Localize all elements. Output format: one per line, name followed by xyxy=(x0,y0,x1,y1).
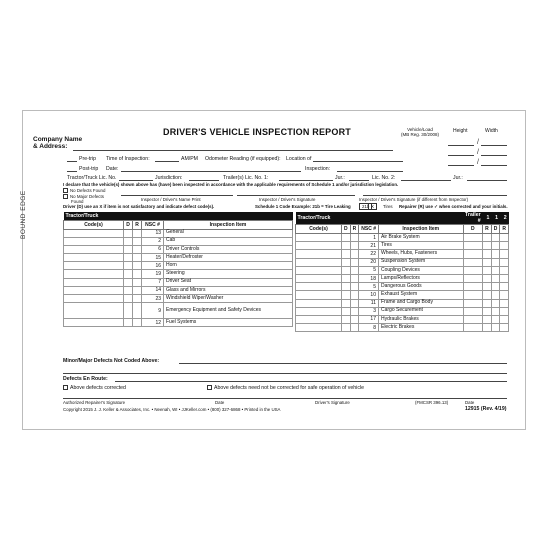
nsc-number: 3 xyxy=(359,307,379,315)
r-cell[interactable] xyxy=(133,229,142,237)
inspection-item: Driver Controls xyxy=(164,245,293,253)
code-cell[interactable] xyxy=(296,299,342,307)
inspection-item: Cargo Securement xyxy=(378,307,463,315)
nsc-number: 21 xyxy=(359,242,379,250)
r-cell[interactable] xyxy=(350,324,359,332)
inspection-item: Heater/Defroster xyxy=(164,254,293,262)
trailer-check-cell[interactable] xyxy=(483,315,492,323)
table-row xyxy=(296,299,509,307)
inspection-item: Windshield Wiper/Washer xyxy=(164,295,293,303)
inspection-item: Cab xyxy=(164,237,293,245)
nsc-number: 10 xyxy=(359,291,379,299)
trailer-check-cell[interactable] xyxy=(500,324,509,332)
inspection-item: Hydraulic Brakes xyxy=(378,315,463,323)
r-cell[interactable] xyxy=(133,319,142,327)
trailer-check-cell[interactable] xyxy=(491,307,500,315)
nsc-number: 20 xyxy=(359,258,379,266)
inspection-item: Tires xyxy=(378,242,463,250)
nsc-number: 8 xyxy=(359,324,379,332)
nsc-number: 5 xyxy=(359,266,379,274)
trailer-check-cell[interactable] xyxy=(483,299,492,307)
inspection-item: Glass and Mirrors xyxy=(164,286,293,294)
nsc-number: 1 xyxy=(359,234,379,242)
trailer-check-cell[interactable] xyxy=(463,307,483,315)
inspection-item: Emergency Equipment and Safety Devices xyxy=(164,303,293,319)
table-row xyxy=(296,242,509,250)
inspection-item: Driver Seat xyxy=(164,278,293,286)
trailer-check-cell[interactable] xyxy=(463,242,483,250)
trailer-check-cell[interactable] xyxy=(463,283,483,291)
code-cell[interactable] xyxy=(64,286,124,294)
r-cell[interactable] xyxy=(350,234,359,242)
r-cell[interactable] xyxy=(133,278,142,286)
defects-not-needed-option[interactable]: Above defects need not be corrected for safe operation of vehicle xyxy=(207,385,364,391)
trailer-check-cell[interactable] xyxy=(491,234,500,242)
table-row xyxy=(64,245,293,253)
nsc-number: 16 xyxy=(142,262,164,270)
nsc-number: 23 xyxy=(142,295,164,303)
code-cell[interactable] xyxy=(296,324,342,332)
nsc-number: 12 xyxy=(142,319,164,327)
pre-trip-check[interactable] xyxy=(67,161,77,162)
nsc-number: 15 xyxy=(142,254,164,262)
code-cell[interactable] xyxy=(64,229,124,237)
trailer-check-cell[interactable] xyxy=(500,250,509,258)
inspection-item: General xyxy=(164,229,293,237)
trailer1-lic-field[interactable] xyxy=(279,180,333,181)
trailer-check-cell[interactable] xyxy=(463,315,483,323)
nsc-number: 11 xyxy=(359,299,379,307)
trailer-check-cell[interactable] xyxy=(491,315,500,323)
height-label: Height xyxy=(453,128,468,134)
table-row xyxy=(296,291,509,299)
trailer-check-cell[interactable] xyxy=(491,299,500,307)
form-title: DRIVER'S VEHICLE INSPECTION REPORT xyxy=(163,127,351,137)
code-cell[interactable] xyxy=(64,270,124,278)
d-cell[interactable] xyxy=(342,315,351,323)
right-inspection-table: Tractor/Truck Trailer # 1 1 2 Code(s) D R NSC # Inspection Item D R D R 1 Air Brake System 21 Tires 22 Wheels, Hubs, Fasteners 20 Suspension System 5 Coupling Devices 18 Lamps/Reflectors 5 Dangerous Goods 10 Exhaust System 11 Frame and Cargo Body 3 Cargo Securement 17 Hydraulic Brakes 8 Electric Brakes xyxy=(297,212,507,331)
trailer-check-cell[interactable] xyxy=(463,291,483,299)
inspection-location-field[interactable] xyxy=(337,171,403,172)
nsc-number: 17 xyxy=(359,315,379,323)
trailer-check-cell[interactable] xyxy=(483,274,492,282)
inspection-item: Dangerous Goods xyxy=(378,283,463,291)
trailer-check-cell[interactable] xyxy=(463,274,483,282)
code-cell[interactable] xyxy=(296,258,342,266)
inspection-item: Suspension System xyxy=(378,258,463,266)
nsc-number: 2 xyxy=(142,237,164,245)
code-cell[interactable] xyxy=(64,237,124,245)
no-defects-option[interactable]: No Defects Found xyxy=(63,188,105,193)
table-row xyxy=(64,262,293,270)
code-cell[interactable] xyxy=(296,266,342,274)
left-inspection-table: Tractor/Truck Code(s) D R NSC # Inspection Item 13 General 2 Cab 6 Driver Controls 15 Heater/Defroster 16 Horn 19 Steering 7 Driver Seat 14 Glass and Mirrors 23 Windshield Wiper/Washer 9 Emergency Equipment and Safety Devices 12 Fuel Systems xyxy=(63,212,293,327)
trailer-check-cell[interactable] xyxy=(483,242,492,250)
table-row xyxy=(64,229,293,237)
d-cell[interactable] xyxy=(124,295,133,303)
trailer-check-cell[interactable] xyxy=(491,324,500,332)
trailer-check-cell[interactable] xyxy=(500,315,509,323)
d-cell[interactable] xyxy=(124,262,133,270)
trailer-check-cell[interactable] xyxy=(463,299,483,307)
trailer-check-cell[interactable] xyxy=(500,266,509,274)
d-cell[interactable] xyxy=(342,299,351,307)
r-cell[interactable] xyxy=(133,237,142,245)
nsc-number: 18 xyxy=(359,274,379,282)
r-cell[interactable] xyxy=(133,303,142,319)
d-cell[interactable] xyxy=(124,245,133,253)
code-cell[interactable] xyxy=(64,303,124,319)
r-cell[interactable] xyxy=(350,299,359,307)
table-row xyxy=(296,274,509,282)
trailer-check-cell[interactable] xyxy=(483,324,492,332)
inspection-item: Air Brake System xyxy=(378,234,463,242)
tractor-lic-field[interactable] xyxy=(119,180,153,181)
d-cell[interactable] xyxy=(342,307,351,315)
d-cell[interactable] xyxy=(124,303,133,319)
vehicle-load-label: Vehicle/Load (MB Reg. 30/2008) xyxy=(400,127,440,137)
table-row xyxy=(64,254,293,262)
trailer-check-cell[interactable] xyxy=(500,274,509,282)
nsc-number: 5 xyxy=(359,283,379,291)
d-cell[interactable] xyxy=(342,234,351,242)
trailer-check-cell[interactable] xyxy=(500,258,509,266)
code-cell[interactable] xyxy=(296,274,342,282)
nsc-number: 14 xyxy=(142,286,164,294)
inspection-item: Wheels, Hubs, Fasteners xyxy=(378,250,463,258)
trailer-check-cell[interactable] xyxy=(483,291,492,299)
nsc-number: 7 xyxy=(142,278,164,286)
table-row xyxy=(64,319,293,327)
code-cell[interactable] xyxy=(64,319,124,327)
trailer-check-cell[interactable] xyxy=(463,258,483,266)
table-row xyxy=(296,250,509,258)
table-row xyxy=(64,303,293,319)
r-cell[interactable] xyxy=(350,258,359,266)
code-cell[interactable] xyxy=(296,242,342,250)
trailer-check-cell[interactable] xyxy=(491,242,500,250)
form-number: 12915 (Rev. 4/19) xyxy=(465,406,507,412)
r-cell[interactable] xyxy=(133,286,142,294)
trailer-check-cell[interactable] xyxy=(463,266,483,274)
trailer-check-cell[interactable] xyxy=(463,250,483,258)
table-row xyxy=(296,283,509,291)
r-cell[interactable] xyxy=(350,291,359,299)
inspection-form: BOUND EDGE DRIVER'S VEHICLE INSPECTION REPORT Vehicle/Load (MB Reg. 30/2008) Height Width / / / Company Name & Address: Pre-trip Time of Inspection: AM/PM Odometer Reading (if equipped): Location of Post-trip Date: Inspection: Tractor/Truck Lic. No. Jurisdiction: Trailer(s) Lic. No. 1: Jur.: Lic. No. 2: Jur.: I declare that the vehicle(s) shown above has (have) been inspected in accordance with the applicable requirements of Schedule 1 and/or jurisdiction legislation. No Defects Found No Major Defects Found Inspector / Driver's Name Print Inspector / Driver's Signature Inspector / Driver's Signature (if different from Inspector) Driver (D) use an X if item is not satisfactory and indicate defect code(s). Schedule 1 Code Example: 21b = Tire Leaking 21b X Tires Repairer (R) use ✓ when corrected and your initials. Tractor/Truck Code(s) D R NSC # Inspection Item 13 General 2 Cab 6 Driver Controls 15 Heater/Defroster 16 Horn 19 Steering 7 Driver Seat 14 Glass and Mirrors 23 Windshield Wiper/Washer 9 Emergency Equipment and Safety Devices 12 Fuel Systems Tractor/Truck Trailer # 1 1 2 Code(s) D R NSC # Inspection Item D R D R 1 Air Brake System 21 Tires 22 Wheels, Hubs, Fasteners 20 Suspension System 5 Coupling Devices 18 Lamps/Reflectors 5 Dangerous Goods 10 Exhaust System 11 Frame and Cargo Body 3 Cargo Securement 17 Hydraulic Brakes 8 Electric Brakes Minor/Major Defects Not Coded Above: Defects En Route: Above defects corrected Above defects need not be corrected for safe operation of vehicle Authorized Repairer's Signature Date Driver's Signature (FMCSR 396.13) Date Copyright 2015 J. J. Keller & Associates, Inc. • Neenah, WI • JJKeller.com • (800) 327-6868 • Printed in the USA 12915 (Rev. 4/19) xyxy=(22,110,526,430)
r-cell[interactable] xyxy=(350,315,359,323)
d-cell[interactable] xyxy=(342,324,351,332)
nsc-number: 9 xyxy=(142,303,164,319)
d-cell[interactable] xyxy=(342,242,351,250)
r-cell[interactable] xyxy=(350,307,359,315)
code-cell[interactable] xyxy=(64,262,124,270)
d-cell[interactable] xyxy=(342,291,351,299)
code-cell[interactable] xyxy=(64,295,124,303)
table-row xyxy=(296,258,509,266)
trailer-check-cell[interactable] xyxy=(491,258,500,266)
trailer-check-cell[interactable] xyxy=(483,258,492,266)
trailer-check-cell[interactable] xyxy=(483,266,492,274)
inspection-item: Frame and Cargo Body xyxy=(378,299,463,307)
code-cell[interactable] xyxy=(296,283,342,291)
d-cell[interactable] xyxy=(124,278,133,286)
trailer-check-cell[interactable] xyxy=(491,250,500,258)
table-row xyxy=(64,286,293,294)
table-row xyxy=(296,324,509,332)
code-cell[interactable] xyxy=(64,278,124,286)
d-cell[interactable] xyxy=(342,250,351,258)
trailer-check-cell[interactable] xyxy=(500,242,509,250)
inspection-item: Fuel Systems xyxy=(164,319,293,327)
d-cell[interactable] xyxy=(124,229,133,237)
r-cell[interactable] xyxy=(350,250,359,258)
d-cell[interactable] xyxy=(124,319,133,327)
table-row xyxy=(64,295,293,303)
code-cell[interactable] xyxy=(296,307,342,315)
defects-corrected-option[interactable]: Above defects corrected xyxy=(63,385,126,391)
company-name-label: Company Name & Address: xyxy=(33,136,83,150)
company-address-field[interactable] xyxy=(73,150,393,151)
trailer-check-cell[interactable] xyxy=(483,234,492,242)
r-cell[interactable] xyxy=(350,283,359,291)
trailer-check-cell[interactable] xyxy=(483,283,492,291)
trailer-check-cell[interactable] xyxy=(483,250,492,258)
trailer-check-cell[interactable] xyxy=(463,324,483,332)
d-cell[interactable] xyxy=(342,258,351,266)
d-cell[interactable] xyxy=(342,274,351,282)
trailer-check-cell[interactable] xyxy=(491,291,500,299)
trailer-check-cell[interactable] xyxy=(500,299,509,307)
nsc-number: 6 xyxy=(142,245,164,253)
r-cell[interactable] xyxy=(133,270,142,278)
code-cell[interactable] xyxy=(296,234,342,242)
code-cell[interactable] xyxy=(64,254,124,262)
table-row xyxy=(64,278,293,286)
bound-edge-label: BOUND EDGE xyxy=(20,190,27,239)
table-row xyxy=(296,266,509,274)
trailer-check-cell[interactable] xyxy=(500,291,509,299)
table-row xyxy=(296,307,509,315)
table-row xyxy=(64,237,293,245)
no-major-defects-option[interactable]: No Major Defects xyxy=(63,194,104,199)
r-cell[interactable] xyxy=(133,254,142,262)
table-row xyxy=(296,315,509,323)
r-cell[interactable] xyxy=(133,245,142,253)
inspection-item: Horn xyxy=(164,262,293,270)
d-cell[interactable] xyxy=(124,286,133,294)
trailer-check-cell[interactable] xyxy=(500,234,509,242)
trailer-check-cell[interactable] xyxy=(463,234,483,242)
en-route-field[interactable] xyxy=(115,381,507,382)
d-cell[interactable] xyxy=(124,237,133,245)
r-cell[interactable] xyxy=(133,295,142,303)
table-row xyxy=(64,270,293,278)
time-field[interactable] xyxy=(155,161,179,162)
minor-major-field[interactable] xyxy=(179,363,507,364)
date-field[interactable] xyxy=(121,171,301,172)
post-trip-check[interactable] xyxy=(67,171,77,172)
trailer-check-cell[interactable] xyxy=(483,307,492,315)
trailer-check-cell[interactable] xyxy=(491,274,500,282)
r-cell[interactable] xyxy=(350,242,359,250)
trailer-check-cell[interactable] xyxy=(491,266,500,274)
nsc-number: 19 xyxy=(142,270,164,278)
d-cell[interactable] xyxy=(124,254,133,262)
d-cell[interactable] xyxy=(124,270,133,278)
d-cell[interactable] xyxy=(342,283,351,291)
code-cell[interactable] xyxy=(296,250,342,258)
inspection-item: Electric Brakes xyxy=(378,324,463,332)
code-cell[interactable] xyxy=(296,315,342,323)
nsc-number: 22 xyxy=(359,250,379,258)
trailer-check-cell[interactable] xyxy=(491,283,500,291)
trailer2-lic-field[interactable] xyxy=(401,180,451,181)
r-cell[interactable] xyxy=(133,262,142,270)
width-label: Width xyxy=(485,128,498,134)
nsc-number: 13 xyxy=(142,229,164,237)
inspection-item: Steering xyxy=(164,270,293,278)
r-cell[interactable] xyxy=(350,266,359,274)
inspection-item: Exhaust System xyxy=(378,291,463,299)
trailer-check-cell[interactable] xyxy=(500,283,509,291)
inspection-item: Coupling Devices xyxy=(378,266,463,274)
d-cell[interactable] xyxy=(342,266,351,274)
trailer-check-cell[interactable] xyxy=(500,307,509,315)
code-cell[interactable] xyxy=(64,245,124,253)
table-row xyxy=(296,234,509,242)
r-cell[interactable] xyxy=(350,274,359,282)
inspection-item: Lamps/Reflectors xyxy=(378,274,463,282)
code-cell[interactable] xyxy=(296,291,342,299)
